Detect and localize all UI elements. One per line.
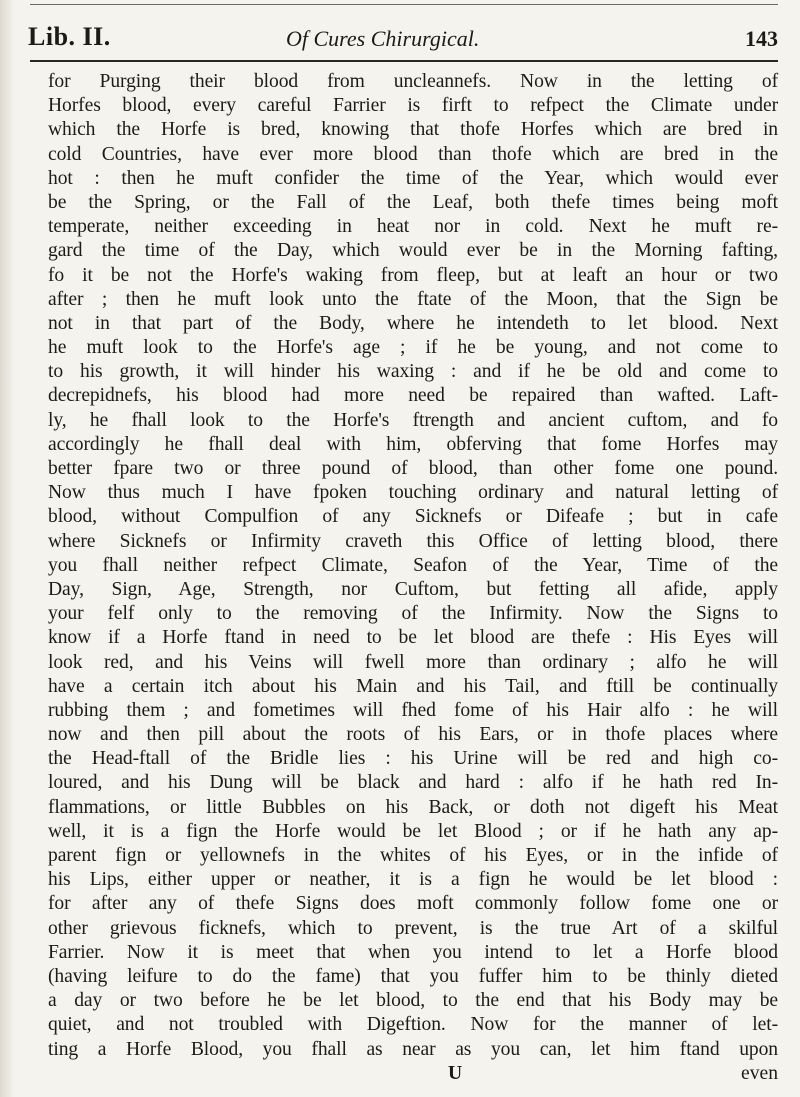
text-line: be the Spring, or the Fall of the Leaf, both thefe times being moft: [48, 191, 778, 213]
body-text: [48, 70, 778, 1086]
text-line: look red, and his Veins will fwell more than ordinary ; alfo he will: [48, 651, 778, 673]
text-line: have a certain itch about his Main and his Tail, and ftill be continually: [48, 675, 778, 697]
running-header: [26, 12, 778, 58]
text-line: Day, Sign, Age, Strength, nor Cuftom, but fetting all afide, apply: [48, 578, 778, 600]
running-title: Of Cures Chirurgical.: [286, 26, 480, 51]
text-line: ting a Horfe Blood, you fhall as near as you can, let him ftand upon: [48, 1038, 778, 1060]
page-number: 143: [745, 26, 778, 51]
text-line: (having leifure to do the fame) that you fuffer him to be thinly dieted: [48, 965, 778, 987]
page-gutter-shadow: [0, 0, 14, 1097]
text-line: know if a Horfe ftand in need to be let blood are thefe : His Eyes will: [48, 627, 778, 649]
text-line: his Lips, either upper or neather, it is a fign he would be let blood :: [48, 869, 778, 891]
text-line: he muft look to the Horfe's age ; if he be young, and not come to: [48, 337, 778, 359]
text-line: well, it is a fign the Horfe would be let Blood ; or if he hath any ap-: [48, 820, 778, 842]
header-rule: [30, 60, 778, 62]
book-number: Lib. II.: [28, 22, 111, 51]
text-line: your felf only to the removing of the Infirmity. Now the Signs to: [48, 603, 778, 625]
text-line: quiet, and not troubled with Digeftion. Now for the manner of let-: [48, 1014, 778, 1036]
text-line: the Head-ftall of the Bridle lies : his Urine will be red and high co-: [48, 748, 778, 770]
text-line: hot : then he muft confider the time of the Year, which would ever: [48, 167, 778, 189]
text-line: Horfes blood, every careful Farrier is firft to refpect the Climate under: [48, 95, 778, 117]
text-line: rubbing them ; and fometimes will fhed fome of his Hair alfo : he will: [48, 699, 778, 721]
text-line: where Sicknefs or Infirmity craveth this Office of letting blood, there: [48, 530, 778, 552]
text-line: temperate, neither exceeding in heat nor in cold. Next he muft re-: [48, 216, 778, 238]
text-line: you fhall neither refpect Climate, Seafon of the Year, Time of the: [48, 554, 778, 576]
text-line: gard the time of the Day, which would ever be in the Morning fafting,: [48, 240, 778, 262]
text-line: blood, without Compulfion of any Sicknefs or Difeafe ; but in cafe: [48, 506, 778, 528]
text-line: Now thus much I have fpoken touching ordinary and natural letting of: [48, 482, 778, 504]
text-line: after ; then he muft look unto the ftate of the Moon, that the Sign be: [48, 288, 778, 310]
text-line: fo it be not the Horfe's waking from fleep, but at leaft an hour or two: [48, 264, 778, 286]
catchword-line: [48, 1062, 778, 1086]
text-line: flammations, or little Bubbles on his Back, or doth not digeft his Meat: [48, 796, 778, 818]
text-line: decrepidnefs, his blood had more need be repaired than wafted. Laft-: [48, 385, 778, 407]
text-line: parent fign or yellownefs in the whites of his Eyes, or in the infide of: [48, 845, 778, 866]
catchword: even: [741, 1062, 778, 1084]
top-thin-rule: [30, 4, 778, 5]
text-line: other grievous ficknefs, which to prevent, is the true Art of a skilful: [48, 917, 778, 939]
text-line: not in that part of the Body, where he intendeth to let blood. Next: [48, 312, 778, 334]
text-line: now and then pill about the roots of his Ears, or in thofe places where: [48, 724, 778, 746]
text-line: ly, he fhall look to the Horfe's ftrength and ancient cuftom, and fo: [48, 409, 778, 431]
text-line: Farrier. Now it is meet that when you intend to let a Horfe blood: [48, 941, 778, 963]
text-line: cold Countries, have ever more blood than thofe which are bred in the: [48, 143, 778, 165]
text-line: which the Horfe is bred, knowing that thofe Horfes which are bred in: [48, 119, 778, 141]
text-line: accordingly he fhall deal with him, obferving that fome Horfes may: [48, 433, 778, 455]
text-line: a day or two before he be let blood, to the end that his Body may be: [48, 990, 778, 1012]
text-line: for after any of thefe Signs does moft commonly follow fome one or: [48, 893, 778, 915]
text-line: for Purging their blood from uncleannefs. Now in the letting of: [48, 71, 778, 92]
text-line: to his growth, it will hinder his waxing : and if he be old and come to: [48, 361, 778, 383]
text-line: better fpare two or three pound of blood, than other fome one pound.: [48, 458, 778, 479]
text-line: loured, and his Dung will be black and hard : alfo if he hath red In-: [48, 772, 778, 794]
signature-mark: U: [448, 1062, 463, 1084]
